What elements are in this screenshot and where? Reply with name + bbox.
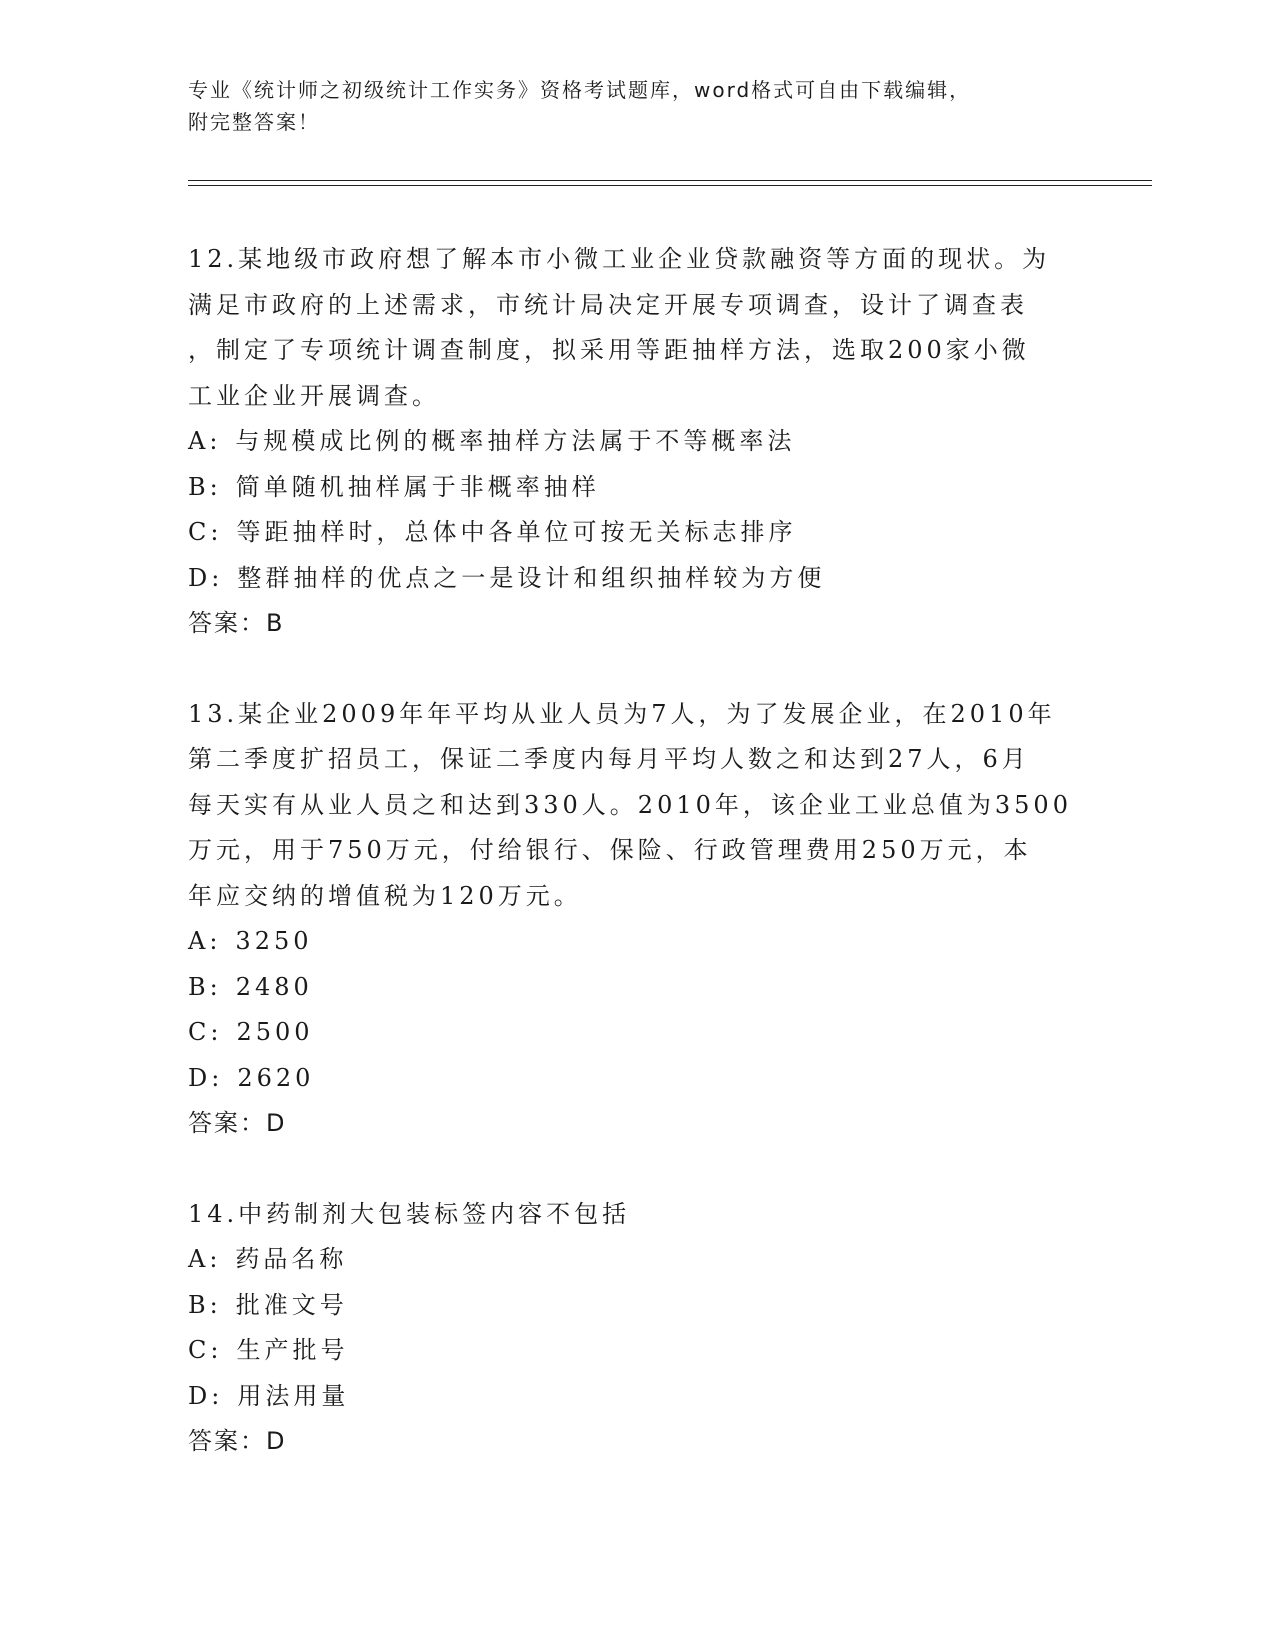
option-c bbox=[188, 1328, 1088, 1374]
option-label: D: bbox=[188, 1063, 224, 1092]
option-c bbox=[188, 1010, 1088, 1056]
option-a bbox=[188, 419, 1088, 465]
question-13 bbox=[188, 692, 1088, 1147]
header-line-1: 专业《统计师之初级统计工作实务》资格考试题库，word格式可自由下载编辑， bbox=[188, 78, 972, 102]
option-c bbox=[188, 510, 1088, 556]
option-a bbox=[188, 919, 1088, 965]
option-label: C: bbox=[188, 1336, 223, 1364]
option-label: B: bbox=[188, 472, 222, 501]
answer-line: 答案：D bbox=[188, 1109, 287, 1137]
option-text: 批准文号 bbox=[235, 1290, 348, 1319]
option-text: 2480 bbox=[235, 972, 313, 1001]
option-label: A: bbox=[188, 1245, 222, 1273]
header-divider-top bbox=[188, 180, 1152, 181]
option-label: A: bbox=[188, 427, 222, 455]
option-d bbox=[188, 1056, 1088, 1102]
option-label: D: bbox=[188, 563, 224, 592]
option-b bbox=[188, 1283, 1088, 1329]
option-text: 2620 bbox=[237, 1063, 315, 1092]
option-label: A: bbox=[188, 927, 222, 955]
option-b bbox=[188, 465, 1088, 511]
option-text: 药品名称 bbox=[235, 1245, 348, 1273]
document-header bbox=[188, 74, 1088, 138]
question-stem-line: 14.中药制剂大包装标签内容不包括 bbox=[188, 1199, 631, 1228]
question-stem-line: 第二季度扩招员工，保证二季度内每月平均人数之和达到27人，6月 bbox=[188, 745, 1030, 773]
question-12 bbox=[188, 237, 1088, 647]
question-stem-line: 年应交纳的增值税为120万元。 bbox=[188, 881, 582, 910]
question-stem-line: 满足市政府的上述需求，市统计局决定开展专项调查，设计了调查表 bbox=[188, 290, 1028, 319]
option-b bbox=[188, 965, 1088, 1011]
option-label: B: bbox=[188, 972, 222, 1001]
option-text: 用法用量 bbox=[237, 1381, 350, 1410]
option-text: 生产批号 bbox=[236, 1336, 349, 1364]
header-divider-bottom bbox=[188, 185, 1152, 186]
question-14 bbox=[188, 1192, 1088, 1465]
question-stem-line: ，制定了专项统计调查制度，拟采用等距抽样方法，选取200家小微 bbox=[188, 336, 1030, 364]
question-stem-line: 13.某企业2009年年平均从业人员为7人，为了发展企业，在2010年 bbox=[188, 699, 1056, 728]
question-stem-line: 每天实有从业人员之和达到330人。2010年，该企业工业总值为3500 bbox=[188, 790, 1072, 819]
answer-line: 答案：B bbox=[188, 609, 285, 637]
option-label: D: bbox=[188, 1381, 224, 1410]
option-a bbox=[188, 1237, 1088, 1283]
option-text: 简单随机抽样属于非概率抽样 bbox=[235, 472, 600, 501]
question-list bbox=[188, 237, 1088, 1510]
option-label: C: bbox=[188, 518, 223, 546]
option-text: 等距抽样时，总体中各单位可按无关标志排序 bbox=[236, 518, 797, 546]
question-stem-line: 12.某地级市政府想了解本市小微工业企业贷款融资等方面的现状。为 bbox=[188, 245, 1051, 273]
option-label: B: bbox=[188, 1290, 222, 1319]
header-line-2: 附完整答案！ bbox=[188, 110, 320, 134]
option-label: C: bbox=[188, 1018, 223, 1046]
answer-line: 答案：D bbox=[188, 1427, 287, 1455]
option-d bbox=[188, 1374, 1088, 1420]
option-text: 3250 bbox=[235, 927, 313, 955]
question-stem-line: 万元，用于750万元，付给银行、保险、行政管理费用250万元，本 bbox=[188, 836, 1032, 864]
option-text: 2500 bbox=[236, 1018, 314, 1046]
option-text: 与规模成比例的概率抽样方法属于不等概率法 bbox=[235, 427, 796, 455]
option-text: 整群抽样的优点之一是设计和组织抽样较为方便 bbox=[237, 563, 826, 592]
option-d bbox=[188, 556, 1088, 602]
question-stem-line: 工业企业开展调查。 bbox=[188, 381, 440, 410]
